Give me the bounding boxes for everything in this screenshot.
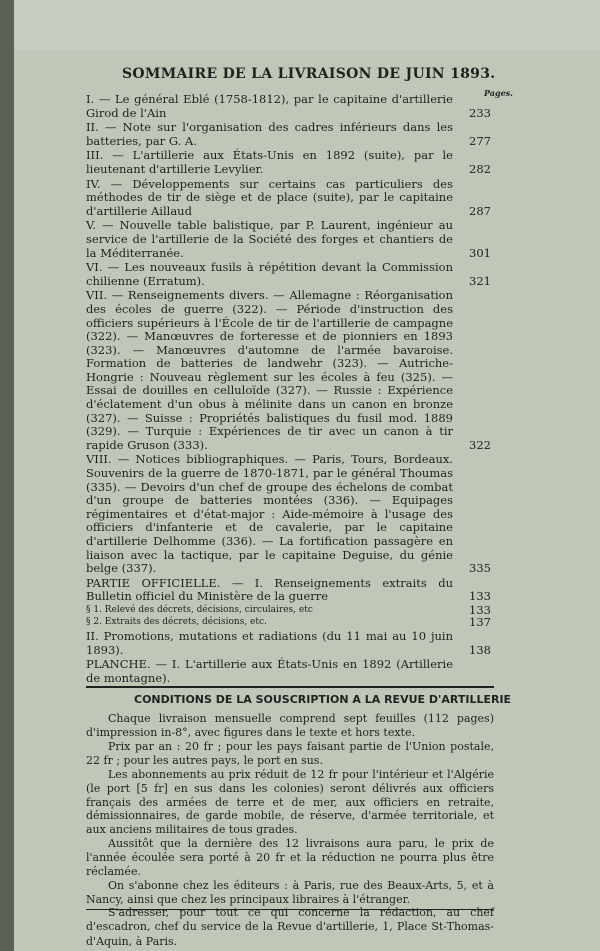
toc-subentry: § 1. Relevé des décrets, décisions, circulaires, etc 133 bbox=[86, 602, 491, 617]
document-page bbox=[14, 0, 600, 951]
conditions-paragraph: Prix par an : 20 fr ; pour les pays faisant partie de l'Union postale, 22 fr ; pour les autres pays, le port en sus. bbox=[86, 740, 494, 767]
conditions-paragraph: Les abonnements au prix réduit de 12 fr pour l'intérieur et l'Algérie (le port [5 fr] en sus dans les colonies) seront délivrés aux officiers français des armées de terre et de mer, aux officiers en retraite, démissionnaires, de garde mobile, de réserve, d'armée territoriale, et aux anciens militaires de tous grades. bbox=[86, 768, 494, 836]
page-top-band bbox=[14, 0, 600, 50]
toc-entry: V. — Nouvelle table balistique, par P. Laurent, ingénieur au service de l'artillerie de la Société des forges et chantiers de la Méditerranée. 301 bbox=[86, 218, 491, 260]
toc-page-number: 133 bbox=[469, 602, 491, 617]
toc-page-number: 282 bbox=[469, 161, 491, 176]
contact-notice: S'adresser, pour tout ce qui concerne la rédaction, au chef d'escadron, chef du service de la Revue d'artillerie, 1, Place St-Thomas-d'Aquin, à Paris. bbox=[86, 906, 494, 948]
table-of-contents bbox=[86, 93, 491, 686]
toc-page-number: 321 bbox=[469, 273, 491, 288]
toc-page-number: 287 bbox=[469, 203, 491, 218]
toc-page-number: 322 bbox=[469, 437, 491, 452]
toc-page-number: 335 bbox=[469, 561, 491, 576]
toc-entry: III. — L'artillerie aux États-Unis en 1892 (suite), par le lieutenant d'artillerie Levylier. 282 bbox=[86, 148, 491, 176]
conditions-paragraph: Aussitôt que la dernière des 12 livraisons aura paru, le prix de l'année écoulée sera porté à 20 fr et la réduction ne pourra plus être réclamée. bbox=[86, 837, 494, 878]
pages-column-header: Pages. bbox=[484, 88, 513, 98]
conditions-title: CONDITIONS DE LA SOUSCRIPTION A LA REVUE D'ARTILLERIE bbox=[134, 693, 512, 706]
toc-entry: I. — Le général Eblé (1758-1812), par le capitaine d'artillerie Girod de l'Ain 233 bbox=[86, 92, 491, 120]
toc-entry: II. Promotions, mutations et radiations (du 11 mai au 10 juin 1893). 138 bbox=[86, 628, 491, 657]
toc-page-number: 138 bbox=[469, 642, 491, 657]
toc-page-number: 277 bbox=[469, 133, 491, 148]
toc-subentry: § 2. Extraits des décrets, décisions, etc. 137 bbox=[86, 615, 491, 630]
toc-page-number: 301 bbox=[469, 245, 491, 260]
toc-page-number: 137 bbox=[469, 615, 491, 630]
conditions-text bbox=[86, 712, 494, 907]
summary-title: SOMMAIRE DE LA LIVRAISON DE JUIN 1893. bbox=[122, 66, 496, 82]
toc-entry: PARTIE OFFICIELLE. — I. Renseignements extraits du Bulletin officiel du Ministère de la guerre 133 bbox=[86, 575, 491, 604]
toc-entry: VII. — Renseignements divers. — Allemagne : Réorganisation des écoles de guerre (322). — Période d'instruction des officiers supérieurs à l'École de tir de l'artillerie de campagne (322). — Manœuvres de forteresse et de pionniers en 1893 (323). — Manœuvres d'automne de l'armée bavaroise. Formation de batteries de landwehr (323). — Autriche-Hongrie : Nouveau règlement sur les écoles à feu (325). — Essai de douilles en celluloïde (327). — Russie : Expérience d'éclatement d'un obus à mélinite dans un canon en bronze (327). — Suisse : Propriétés balistiques du fusil mod. 1889 (329). — Turquie : Expériences de tir avec un canon à tir rapide Gruson (333). 322 bbox=[86, 288, 491, 452]
toc-entry: IV. — Développements sur certains cas particuliers des méthodes de tir de siège et de place (suite), par le capitaine d'artillerie Aillaud 287 bbox=[86, 176, 491, 218]
toc-entry: II. — Note sur l'organisation des cadres inférieurs dans les batteries, par G. A. 277 bbox=[86, 120, 491, 148]
conditions-paragraph: Chaque livraison mensuelle comprend sept feuilles (112 pages) d'impression in-8°, avec figures dans le texte et hors texte. bbox=[86, 712, 494, 739]
toc-entry: VI. — Les nouveaux fusils à répétition devant la Commission chilienne (Erratum). 321 bbox=[86, 260, 491, 288]
conditions-paragraph: On s'abonne chez les éditeurs : à Paris, rue des Beaux-Arts, 5, et à Nancy, ainsi que chez les principaux libraires à l'étranger. bbox=[86, 879, 494, 906]
toc-page-number: 233 bbox=[469, 105, 491, 120]
toc-entry: PLANCHE. — I. L'artillerie aux États-Unis en 1892 (Artillerie de montagne). bbox=[86, 657, 453, 685]
section-divider bbox=[86, 686, 494, 688]
toc-page-number: 133 bbox=[469, 589, 491, 604]
toc-entry: VIII. — Notices bibliographiques. — Paris, Tours, Bordeaux. Souvenirs de la guerre de 1870-1871, par le général Thoumas (335). — Devoirs d'un chef de groupe des échelons de combat d'un groupe de batteries montées (336). — Equipages régimentaires et d'état-major : Aide-mémoire à l'usage des officiers d'infanterie et de cavalerie, par le capitaine d'artillerie Delhomme (336). — La fortification passagère en liaison avec la tactique, par le capitaine Deguise, du génie belge (337). 335 bbox=[86, 452, 491, 576]
